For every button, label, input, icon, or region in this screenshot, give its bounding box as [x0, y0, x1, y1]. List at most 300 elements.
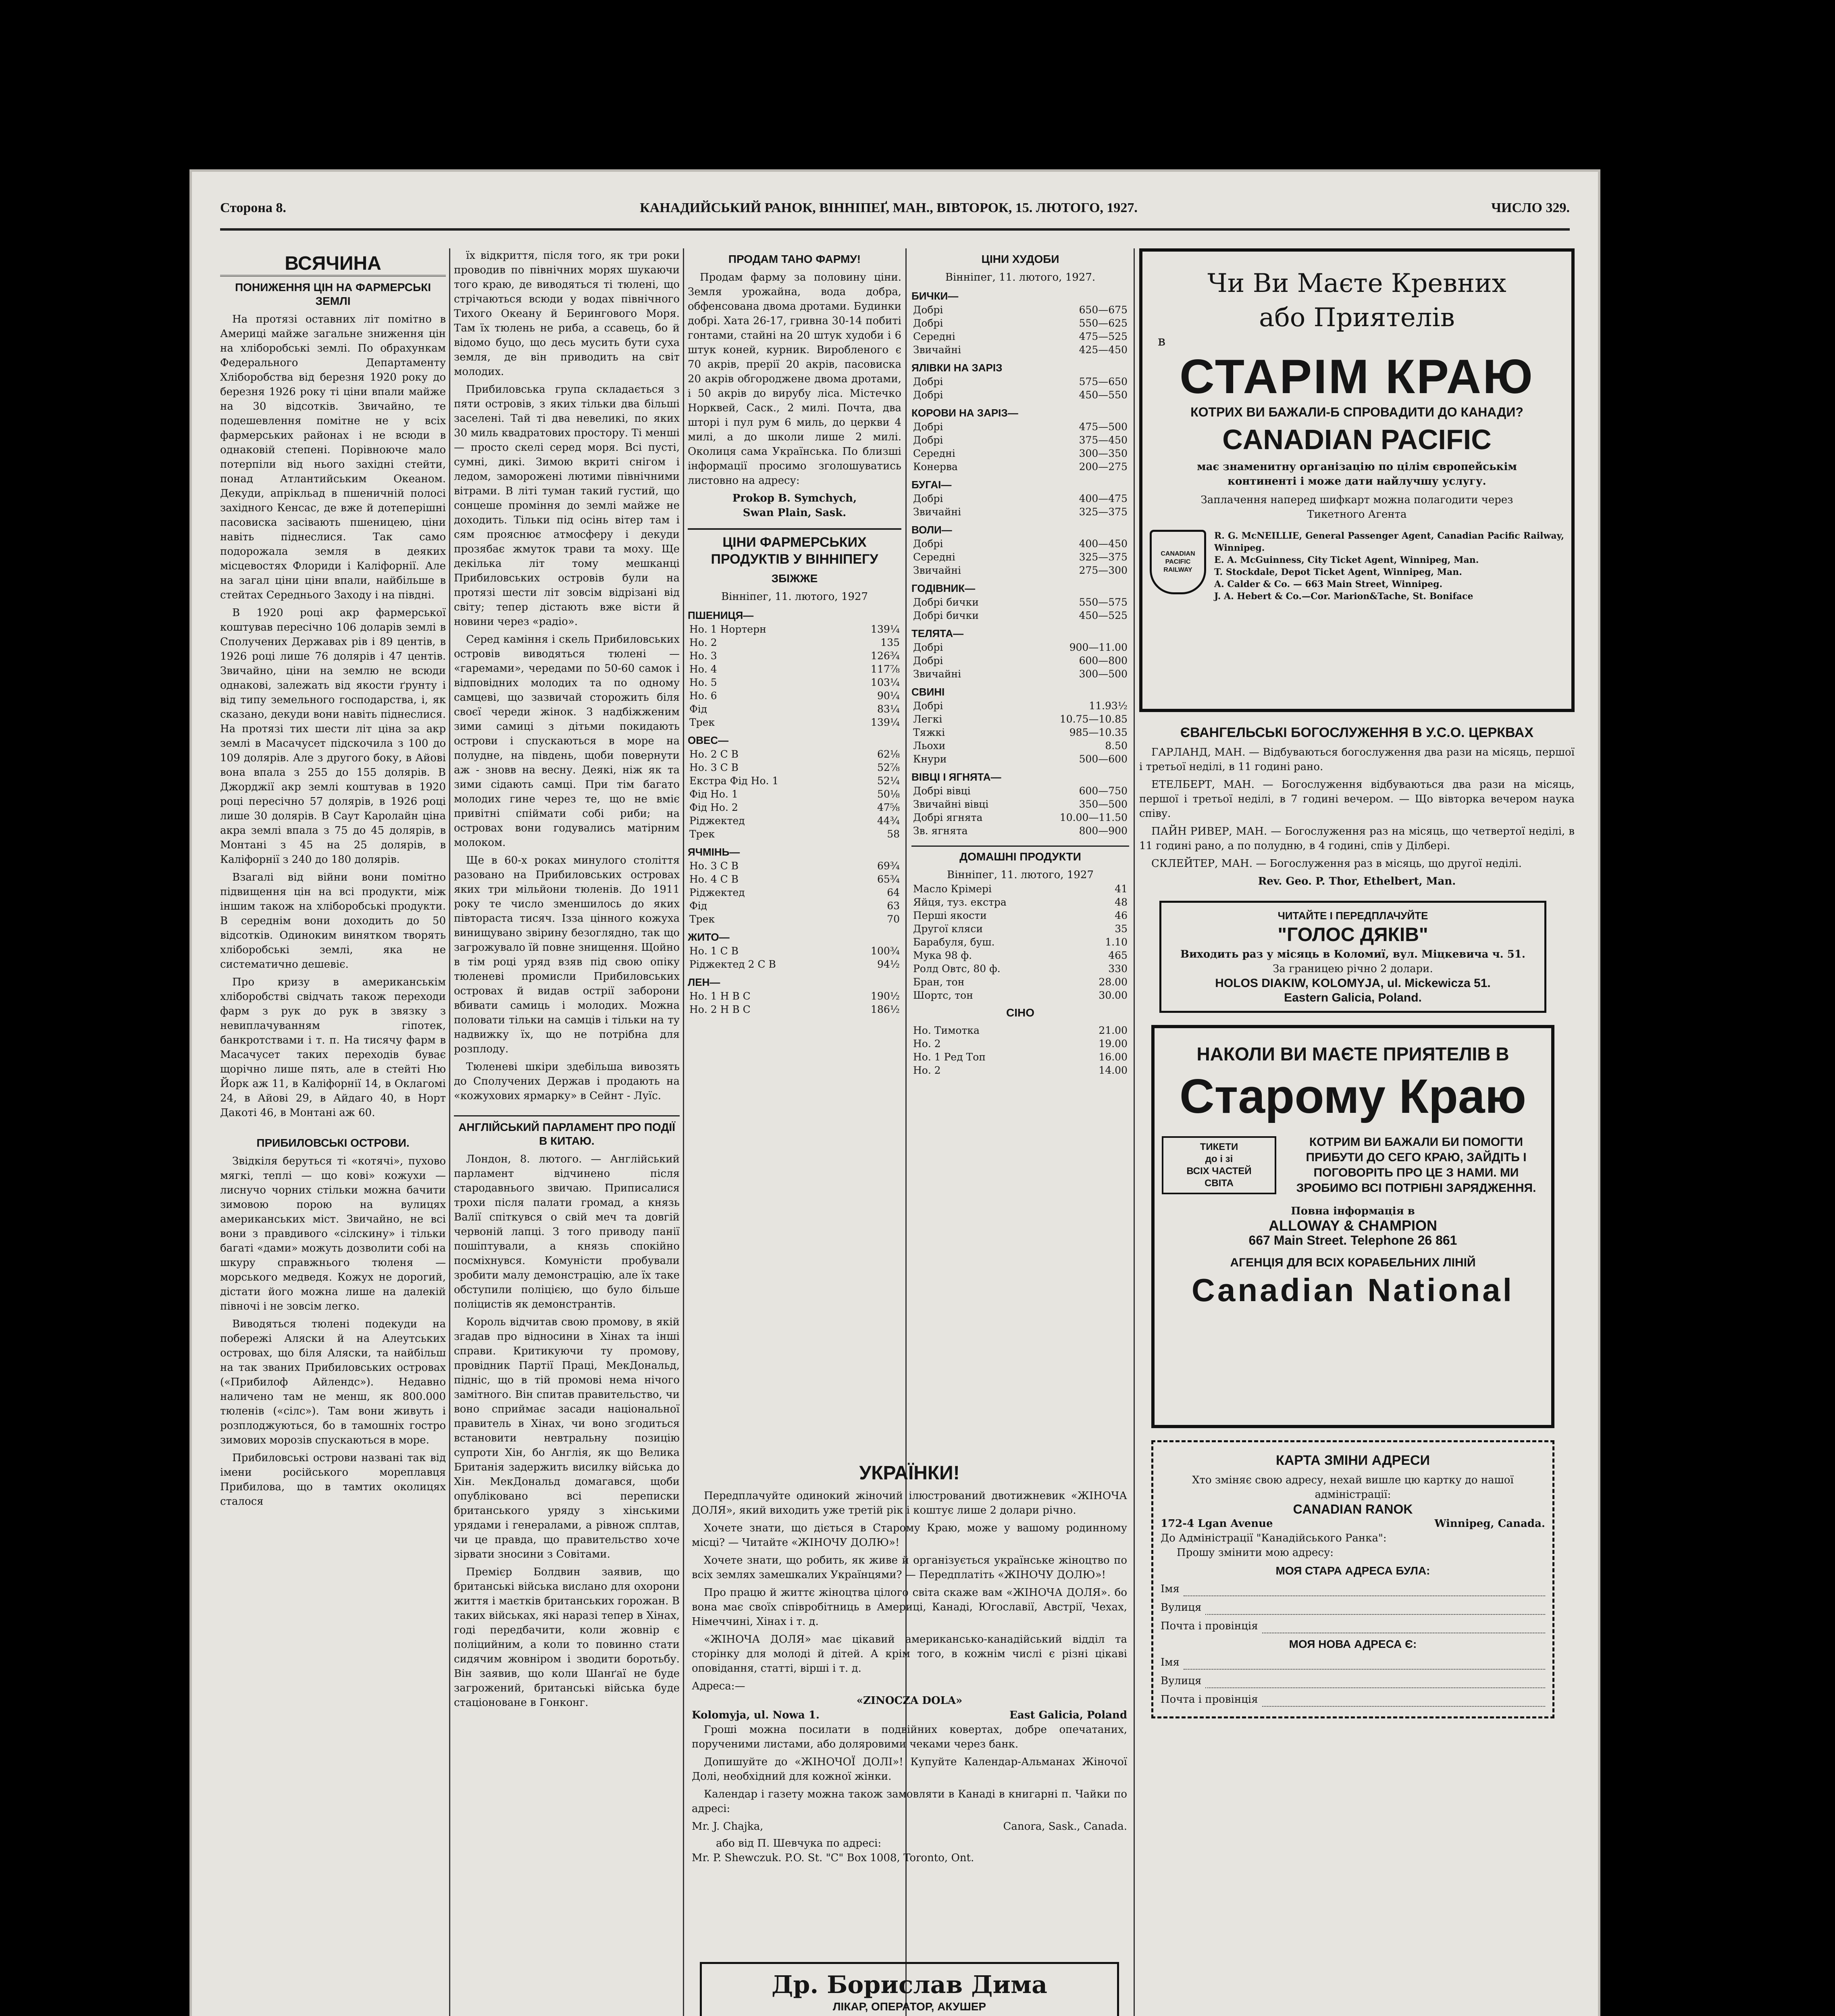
article-paragraph: Про кризу в американськім хліборобстві свідчать також переходи фарм з рук до рук в звязку з невиплачуванням гіпотек, банкротствами і т. п. На тисячу фарм в Масачусет таких переходів буває щорічно лише пять, але в стейті Ню Йорк аж 11, в Каліфорнії 14, в Оклагомі 24, в Айові 29, в Айдаго 40, в Норт Дакоті 46, в Монтані аж 60. — [220, 976, 446, 1119]
price-row — [911, 492, 1129, 505]
price-value: 65¾ — [877, 873, 900, 885]
article-paragraph: Прибиловські острови названі так від імени російського мореплавця Прибилова, що в тамтих околицях сталося — [220, 1452, 446, 1508]
price-table — [911, 420, 1129, 473]
ad-text: Передплачуйте одинокий жіночий ілюстрований двотижневик «ЖІНОЧА ДОЛЯ», який виходить уже третій рік і коштує лише 2 долари річно. — [692, 1490, 1127, 1516]
article-paragraph: Виводяться тюлені подекуди на побережі Аляски й на Алеутських островах, що біля Аляски, та найбільш на так званих Прибиловських островах («Прибилоф Айлендс»). Недавно наличено там не менш, як 800.000 тюленів («сілс»). Там вони живуть і розплоджуються, бо в тамошніх гостро зимових морозів спускаються в море. — [220, 1318, 446, 1446]
price-label: Добрі — [913, 641, 943, 653]
price-label: Добрі бички — [913, 596, 979, 608]
price-value: 550—625 — [1079, 317, 1128, 329]
article-paragraph: Лондон, 8. лютого. — Англійський парламент відчинено після стародавнього звичаю. Приписалися трохи після палати громад, а князь Валії спіткувся о свій меч та довгій червоній лапці. З того приводу панії пошіптували, а князь спокійно посміхнувся. Комуністи пробували зробити малу демонстрацію, але їх таке обступили поліцією, що було більше поліцистів як демонстрантів. — [454, 1153, 680, 1310]
tickets-box — [1162, 1136, 1276, 1194]
ad-address-name: «ZINOCZA DOLA» — [856, 1695, 963, 1707]
price-row — [688, 801, 901, 814]
price-category: ТЕЛЯТА— — [911, 627, 964, 639]
price-value: 19.00 — [1099, 1038, 1128, 1050]
article-paragraph: Премієр Болдвин заявив, що британські війська вислано для охорони життя і маєтків британських горожан. В таких військах, які наразі тепер в Хінах, годі передбачити, коли жовнір є поліцийним, а коли то повинно стати сидячим жовніром і зводити боротьбу. Він заявив, що коли Шанґаї не буде загрожений, британські війська буде стаціоноване в Гонконг. — [454, 1566, 680, 1709]
price-value: 325—375 — [1079, 551, 1128, 563]
price-value: 48 — [1115, 896, 1128, 908]
price-value: 41 — [1115, 883, 1128, 895]
cp-question: КОТРИХ ВИ БАЖАЛИ-Б СПРОВАДИТИ ДО КАНАДИ? — [1190, 405, 1523, 419]
price-label: Льохи — [913, 740, 946, 752]
card-city: Winnipeg, Canada. — [1434, 1518, 1545, 1530]
price-label: Добрі вівці — [913, 785, 971, 797]
new-address-heading: МОЯ НОВА АДРЕСА Є: — [1289, 1638, 1417, 1650]
price-label: Но. 6 — [689, 690, 717, 702]
agent-line: Mr. P. Shewczuk. P.O. St. "C" Box 1008, Toronto, Ont. — [692, 1852, 974, 1864]
price-value: 50⅛ — [877, 788, 900, 800]
article-paragraph: В 1920 році акр фармерської коштував пересічно 106 доларів землі в Сполучених Державах рів і 89 центів, в 1926 році лише 76 долярів і 47 центів. Звичайно, ціни на землю не всюди однакові, залежать від якости ґрунту і від типу земельного господарства, і, як сказано, декуди вони навіть піднеслися. На протязі тих шести літ ціна за акр землі в Масачусет підскочила з 100 до 109 долярів. Але з другого боку, в Айові вона впала з 255 до 155 долярів. В Джорджії акр землі коштував в 1920 році пересічно 57 долярів, в 1926 році лише 30 долярів. В Саут Каролайн ціна акра землі впала з 75 до 45 долярів, в Монтані з 45 на 25 долярів, в Каліфорнії з 240 до 180 долярів. — [220, 607, 446, 866]
cp-headline: або Приятелів — [1259, 303, 1455, 333]
price-label: Екстра Фід Но. 1 — [689, 775, 779, 787]
card-paper: CANADIAN RANOK — [1293, 1502, 1413, 1516]
church-services — [1139, 724, 1575, 889]
price-label: Мука 98 ф. — [913, 950, 972, 961]
page-number: Сторона 8. — [220, 200, 286, 215]
price-label: Звичайні — [913, 506, 961, 518]
cp-preposition: в — [1158, 333, 1166, 349]
price-row — [911, 962, 1129, 975]
price-row — [911, 935, 1129, 949]
ad-text: «ЖІНОЧА ДОЛЯ» має цікавий американсько-канадійський відділ та сторінку для молоді й дітей. А крім того, в кожнім числі є різні цікаві оповідання, статті, вірші і т. д. — [692, 1633, 1127, 1674]
cn-info: Повна інформація в — [1291, 1205, 1415, 1217]
price-category: ЯЧМІНЬ— — [688, 846, 740, 858]
ad-text: Хочете знати, що робить, як живе й організується українське жіноцтво по всіх землях замешкалих Українцями? — Передплатіть «ЖІНОЧУ ДОЛЮ»! — [692, 1554, 1127, 1581]
price-row — [911, 909, 1129, 922]
price-label: Но. 2 Н В С — [689, 1004, 751, 1015]
price-category: ГОДІВНИК— — [911, 582, 976, 594]
price-category: ЯЛІВКИ НА ЗАРІЗ — [911, 362, 1003, 374]
price-label: Добрі — [913, 389, 943, 401]
price-row — [911, 667, 1129, 681]
price-row — [688, 886, 901, 899]
price-row — [911, 596, 1129, 609]
price-label: Перші якости — [913, 910, 987, 921]
price-row — [688, 774, 901, 787]
column-3 — [688, 248, 901, 1445]
price-value: 200—275 — [1079, 461, 1128, 473]
price-label: Добрі — [913, 434, 943, 446]
price-label: Фід Но. 1 — [689, 788, 738, 800]
price-value: 650—675 — [1079, 304, 1128, 316]
price-value: 300—350 — [1079, 448, 1128, 459]
price-label: Но. 2 — [689, 637, 717, 648]
ticket-line: ТИКЕТИ — [1200, 1141, 1238, 1152]
price-label: Трек — [689, 716, 715, 728]
price-category: ЖИТО— — [688, 931, 730, 943]
price-row — [911, 896, 1129, 909]
home-products-date: Вінніпег, 11. лютого, 1927 — [947, 869, 1094, 881]
column-5 — [1139, 248, 1575, 2016]
price-row — [688, 649, 901, 662]
price-table — [911, 1024, 1129, 1077]
price-label: Конерва — [913, 461, 958, 473]
service-entry: ГАРЛАНД, МАН. — Відбуваються богослуження два рази на місяць, першої і третьої неділі, в 11 годині рано. — [1139, 746, 1575, 773]
price-row — [911, 564, 1129, 577]
price-value: 139¼ — [871, 716, 900, 728]
price-label: Середні — [913, 331, 955, 342]
price-value: 375—450 — [1079, 434, 1128, 446]
price-label: Добрі — [913, 655, 943, 666]
card-intro: Хто зміняє свою адресу, нехай вишле цю картку до нашої адміністрації: — [1192, 1474, 1514, 1501]
price-value: 400—475 — [1079, 493, 1128, 504]
price-row — [911, 949, 1129, 962]
article-paragraph: Ще в 60-х роках минулого століття разовано на Прибиловських островах яких три мільйони тюленів. До 1911 року те число зменшилось до яких півторастa тисяч. Ізза цінного кожуха винищувано звірину безоглядно, так що загрожувало їй повне знищення. Щойно в тім році уряд взяв під свою опіку тюленеві промисли Прибиловських островах й видав острії заборони вбивати самиць і молодих. Можна половати тільки на самців і тільки на ту надвижку їх, що не потрібна для розплоду. — [454, 854, 680, 1055]
price-row — [911, 975, 1129, 989]
service-entry: ЕТЕЛБЕРТ, МАН. — Богослуження відбуваються два рази на місяць, першої і третьої неділі, в 7 годині вечером. — Що вівторка вечером наука співу. — [1139, 779, 1575, 820]
price-row — [911, 1064, 1129, 1077]
new-name-field[interactable] — [1161, 1655, 1545, 1670]
doctor-ad — [700, 1962, 1119, 2016]
price-label: Добрі — [913, 538, 943, 550]
price-row — [911, 1037, 1129, 1050]
price-row — [911, 433, 1129, 447]
classified-title: ПРОДАМ ТАНО ФАРМУ! — [728, 253, 861, 265]
article-paragraph: Прибиловська група складається з пяти островів, з яких тільки два більші заселені. Тай ті два невеликі, по яких 30 миль квадратових простору. Ті менші — просто скелі серед моря. Всі пусті, сумні, дикі. Зимою вкриті снігом і ледом, заморожені лютими північними вітрами. В літі туман такий густий, що сонцеше проміння до землі майже не доходить. Тільки під осінь вітер там і сям прояснює атмосферу і декуди прозябає жмуток трави та моху. Ще декілька літ тому мешканці Прибиловських островів були на протязі шести літ зовсім відрізані від світу; тепер дістають вже вісти й новини через «радіо». — [454, 383, 680, 628]
price-label: Но. 1 Ред Топ — [913, 1051, 986, 1063]
price-row — [688, 899, 901, 912]
ad-title: УКРАЇНКИ! — [859, 1462, 960, 1484]
article-paragraph: На протязі оставних літ помітно в Америці майже загальне зниження цін на хліборобські землі. По обрахункам Федерального Департаменту Хліборобства від березня 1920 року до березня 1926 року ті ціни впали майже на 30 відсотків. Звичайно, те подешевлення помітне не у всіх фармерських районах і не всюди в однаковій степені. Порівноюче мало потерпіли від нього західні стейти, понад Атлантийським Океаном. Декуди, апрікльад в пшеничній полосі західного Кенсас, де вже й дотеперішні пасовиска засівають пшеницею, ціни навіть піднеслися. Так само подорожала земля в деяких місцевостях Флориди і Каліфорнії. Але на загал ціни ціни впали, найбільше в стейтах Середнього Заходу і на півдні. — [220, 313, 446, 601]
price-value: 94½ — [877, 958, 900, 970]
price-label: Добрі — [913, 421, 943, 433]
price-label: Середні — [913, 448, 955, 459]
price-label: Но. 2 С В — [689, 748, 739, 760]
price-label: Легкі — [913, 713, 942, 725]
field-label: Імя — [1161, 1583, 1180, 1595]
field-label: Імя — [1161, 1656, 1180, 1668]
hay-title: СІНО — [1006, 1006, 1034, 1019]
price-row — [688, 716, 901, 729]
price-table — [688, 944, 901, 971]
cp-agent: R. G. McNEILLIE, General Passenger Agent, Canadian Pacific Railway, Winnipeg. — [1214, 531, 1564, 553]
agent-intro: або від П. Шевчука по адресі: — [716, 1837, 882, 1849]
price-row — [911, 654, 1129, 667]
cp-agents — [1150, 530, 1564, 602]
livestock-date: Вінніпег, 11. лютого, 1927. — [945, 271, 1096, 283]
card-admin-address — [1161, 1516, 1545, 1531]
price-row — [688, 636, 901, 649]
price-value: 62⅛ — [877, 748, 900, 760]
holos-line: За границею річно 2 долари. — [1273, 963, 1433, 975]
price-value: 575—650 — [1079, 376, 1128, 387]
price-value: 1.10 — [1105, 936, 1128, 948]
cp-agent-list — [1214, 530, 1564, 602]
price-label: Добрі ягнята — [913, 812, 983, 823]
cp-description: має знаменитну організацію по цілім європейськім континенті і може дати найлучшу услугу. — [1197, 461, 1517, 487]
price-row — [911, 505, 1129, 519]
price-table — [688, 989, 901, 1016]
price-label: Середні — [913, 551, 955, 563]
masthead — [220, 188, 1570, 231]
price-row — [911, 641, 1129, 654]
holos-address: Eastern Galicia, Poland. — [1284, 991, 1422, 1004]
price-category: КОРОВИ НА ЗАРІЗ— — [911, 407, 1018, 419]
ad-text: Календар і газету можна також замовляти в Канаді в книгарні п. Чайки по адресі: — [692, 1788, 1127, 1815]
price-label: Добрі — [913, 317, 943, 329]
new-post-field[interactable] — [1161, 1692, 1545, 1707]
price-label: Масло Крімері — [913, 883, 992, 895]
price-value: 135 — [880, 637, 900, 648]
price-label: Фід Но. 2 — [689, 802, 738, 813]
holos-diakiw-ad — [1159, 901, 1546, 1013]
column-4 — [911, 248, 1129, 1445]
price-value: 450—550 — [1079, 389, 1128, 401]
price-label: Но. 1 Нортерн — [689, 623, 766, 635]
column-rule — [683, 248, 684, 2016]
address-change-card — [1151, 1440, 1554, 1718]
price-row — [911, 303, 1129, 317]
field-label: Почта і провінція — [1161, 1620, 1258, 1632]
price-value: 8.50 — [1105, 740, 1128, 752]
price-value: 10.75—10.85 — [1059, 713, 1128, 725]
livestock-prices — [911, 289, 1129, 837]
price-value: 126¾ — [871, 650, 900, 662]
cp-agent: E. A. McGuinness, City Ticket Agent, Winnipeg, Man. — [1214, 555, 1479, 565]
price-row — [911, 447, 1129, 460]
price-value: 11.93½ — [1089, 700, 1128, 712]
price-value: 52⅞ — [877, 762, 900, 773]
card-to-admin: До Адміністрації "Канадійського Ранка": — [1161, 1532, 1387, 1544]
price-label: Ролд Овтс, 80 ф. — [913, 963, 1001, 975]
agent-city: Canora, Sask., Canada. — [1003, 1820, 1127, 1833]
price-row — [911, 726, 1129, 739]
price-value: 58 — [887, 828, 900, 840]
price-label: Звичайні — [913, 564, 961, 576]
service-entry: ПАЙН РИВЕР, МАН. — Богослуження раз на місяць, що четвертої неділі, в 11 годині рано, а по полудню, в 4 годині, спів у Ділбері. — [1139, 825, 1575, 852]
ad-text: Про працю й життє жіноцтва цілого світа скаже вам «ЖІНОЧА ДОЛЯ». бо вона має своїх співробітниць в Америці, Канаді, Югославії, Австрії, Чехах, Німеччині, Хінах і т. д. — [692, 1587, 1127, 1628]
prices-date: Вінніпег, 11. лютого, 1927 — [721, 591, 868, 603]
price-category: БИЧКИ— — [911, 290, 959, 302]
price-row — [911, 343, 1129, 356]
price-value: 46 — [1115, 910, 1128, 921]
prices-subtitle: ЗБІЖЖЕ — [771, 572, 818, 585]
card-request: Прошу змінити мою адресу: — [1177, 1547, 1334, 1559]
price-label: Добрі — [913, 304, 943, 316]
price-value: 83¼ — [877, 703, 900, 715]
field-label: Вулиця — [1161, 1602, 1202, 1614]
price-label: Барабуля, буш. — [913, 936, 995, 948]
price-label: Но. 4 — [689, 663, 717, 675]
price-value: 44¾ — [877, 815, 900, 827]
price-label: Но. 2 — [913, 1038, 941, 1050]
price-label: Ріджектед — [689, 887, 745, 898]
price-value: 70 — [887, 913, 900, 925]
price-value: 14.00 — [1099, 1064, 1128, 1076]
price-value: 550—575 — [1079, 596, 1128, 608]
price-row — [688, 912, 901, 926]
price-row — [688, 859, 901, 873]
price-value: 300—500 — [1079, 668, 1128, 680]
price-value: 90¼ — [877, 690, 900, 702]
price-label: Добрі — [913, 376, 943, 387]
price-label: Но. 1 Н В С — [689, 990, 751, 1002]
price-category: ВОЛИ— — [911, 524, 952, 536]
price-label: Тяжкі — [913, 727, 945, 738]
price-label: Но. 1 С В — [689, 945, 739, 957]
price-label: Но. 3 — [689, 650, 717, 662]
price-value: 325—375 — [1079, 506, 1128, 518]
price-value: 275—300 — [1079, 564, 1128, 576]
price-label: Звичайні — [913, 668, 961, 680]
price-label: Ріджектед 2 С В — [689, 958, 776, 970]
cn-title: Старому Краю — [1179, 1069, 1527, 1123]
price-row — [688, 676, 901, 689]
ad-address-city: Kolomyja, ul. Nowa 1. — [692, 1709, 820, 1721]
price-row — [688, 702, 901, 716]
cp-agent: A. Calder & Co. — 663 Main Street, Winnipeg. — [1214, 579, 1443, 589]
cn-address: 667 Main Street. Telephone 26 861 — [1248, 1233, 1457, 1248]
ad-address-country: East Galicia, Poland — [1009, 1709, 1127, 1721]
ticket-line: до і зі — [1205, 1154, 1233, 1164]
price-label: Но. 4 С В — [689, 873, 739, 885]
prices-title: ЦІНИ ФАРМЕРСЬКИХ ПРОДУКТІВ У ВІННІПЕГУ — [688, 528, 901, 568]
price-value: 900—11.00 — [1069, 641, 1128, 653]
article-title: ПОНИЖЕННЯ ЦІН НА ФАРМЕРСЬКІ ЗЕМЛІ — [235, 281, 431, 307]
price-row — [688, 623, 901, 636]
price-value: 28.00 — [1099, 976, 1128, 988]
price-value: 16.00 — [1099, 1051, 1128, 1063]
price-label: Звичайні — [913, 344, 961, 356]
price-row — [911, 882, 1129, 896]
cp-headline: Чи Ви Маєте Кревних — [1207, 269, 1506, 298]
classified-text: Продам фарму за половину ціни. Земля урожайна, вода добра, обфенсована двома дротами. Будинки добрі. Хата 26-17, гривна 30-14 побиті гонтами, стайні на 20 штук худоби і 6 штук коней, курник. Виробленого є 70 акрів, прерії 20 акрів, пасовиска 20 акрів обгороджене двома дротами, і 50 акрів до вирубу ліса. Містечко Норквей, Саск., 2 милі. Почта, два шторі і пул рум 6 миль, до церкви 4 милі, а до школи лише 2 милі. Околиця сама Українська. По близші інформації просимо зголошуватись листовно на адресу: — [688, 271, 901, 487]
price-value: 139¼ — [871, 623, 900, 635]
price-label: Добрі бички — [913, 610, 979, 621]
services-title: ЄВАНГЕЛЬСЬКІ БОГОСЛУЖЕННЯ В У.С.О. ЦЕРКВАХ — [1180, 725, 1534, 740]
card-title: КАРТА ЗМІНИ АДРЕСИ — [1275, 1453, 1430, 1468]
price-label: Но. 2 — [913, 1064, 941, 1076]
price-row — [688, 944, 901, 958]
masthead-title: КАНАДИЙСЬКИЙ РАНОК, ВІННІПЕҐ, МАН., ВІВТОРОК, 15. ЛЮТОГО, 1927. — [640, 200, 1138, 215]
old-street-field[interactable] — [1161, 1600, 1545, 1615]
livestock-title: ЦІНИ ХУДОБИ — [981, 253, 1059, 265]
price-table — [911, 492, 1129, 519]
services-signature: Rev. Geo. P. Thor, Ethelbert, Man. — [1258, 875, 1456, 887]
price-row — [911, 989, 1129, 1002]
agent-name: Mr. J. Chajka, — [692, 1820, 764, 1833]
price-row — [688, 958, 901, 971]
price-row — [911, 752, 1129, 766]
price-row — [688, 662, 901, 676]
price-category: ЛЕН— — [688, 976, 720, 988]
price-value: 800—900 — [1079, 825, 1128, 837]
section-title: ВСЯЧИНА — [220, 252, 446, 277]
cp-company: CANADIAN PACIFIC — [1222, 424, 1492, 455]
price-row — [688, 873, 901, 886]
issue-number: ЧИСЛО 329. — [1491, 200, 1570, 215]
price-value: 63 — [887, 900, 900, 912]
price-value: 425—450 — [1079, 344, 1128, 356]
article-paragraph: Тюленеві шкіри здебільша вивозять до Сполучених Держав і продають на «кожухових ярмарку» в Сейнт - Луїс. — [454, 1061, 680, 1102]
price-table — [911, 375, 1129, 402]
price-label: Фід — [689, 703, 707, 715]
price-table — [688, 748, 901, 841]
price-table — [911, 784, 1129, 837]
cp-agent: T. Stockdale, Depot Ticket Agent, Winnipeg, Man. — [1214, 567, 1462, 577]
price-label: Фід — [689, 900, 707, 912]
price-label: Звичайні вівці — [913, 798, 989, 810]
old-post-field[interactable] — [1161, 1619, 1545, 1633]
price-value: 600—800 — [1079, 655, 1128, 666]
new-street-field[interactable] — [1161, 1674, 1545, 1688]
price-row — [911, 550, 1129, 564]
price-value: 47⅝ — [877, 802, 900, 813]
holos-name: "ГОЛОС ДЯКІВ" — [1277, 924, 1428, 946]
price-table — [688, 859, 901, 926]
article-paragraph: Звідкіля беруться ті «котячі», пухово мягкі, теплі — що кові» кожухи — лиснучо чорних стільки можна бачити зимовою порою на вулицях американських міст. Звичайно, не всі вони з правдивого «сілскину» і тільки багаті «дами» можуть дозволити собі на шкуру справжнього тюленя — морського медведя. Кожух не дорогий, дістати його можна лише на далекій півночі і не зовсім легко. — [220, 1155, 446, 1312]
price-row — [911, 375, 1129, 388]
price-value: 465 — [1108, 950, 1128, 961]
price-row — [911, 784, 1129, 798]
newspaper-page — [189, 169, 1600, 2016]
price-label: Яйця, туз. екстра — [913, 896, 1007, 908]
article-paragraph: Взагалі від війни вони помітно підвищення цін на всі продукти, між іншим також на хліборобські продукти. В середнім вони доходить до 50 відсотків. Одиноким винятком творять хліборобські землі, яка не систематично дешевіє. — [220, 871, 446, 971]
price-value: 475—525 — [1079, 331, 1128, 342]
holos-address: HOLOS DIAKIW, KOLOMYJA, ul. Mickewicza 51. — [1215, 977, 1491, 990]
price-value: 330 — [1108, 963, 1128, 975]
price-value: 64 — [887, 887, 900, 898]
price-row — [911, 712, 1129, 726]
price-row — [911, 798, 1129, 811]
home-products-title: ДОМАШНІ ПРОДУКТИ — [911, 846, 1129, 864]
price-value: 103¼ — [871, 677, 900, 688]
old-name-field[interactable] — [1161, 1582, 1545, 1596]
price-row — [911, 1050, 1129, 1064]
price-row — [911, 388, 1129, 402]
price-label: Другої кляси — [913, 923, 983, 935]
price-label: Но. 3 С В — [689, 762, 739, 773]
ad-address-label: Адреса:— — [692, 1680, 745, 1692]
field-label: Почта і провінція — [1161, 1693, 1258, 1706]
price-row — [911, 317, 1129, 330]
price-label: Но. Тимотка — [913, 1025, 980, 1036]
price-row — [911, 537, 1129, 550]
cn-agency: АГЕНЦІЯ ДЛЯ ВСІХ КОРАБЕЛЬНИХ ЛІНІЙ — [1230, 1256, 1476, 1269]
price-row — [688, 761, 901, 774]
canadian-pacific-ad — [1139, 248, 1575, 712]
doctor-name: Др. Борислав Дима — [772, 1971, 1047, 1999]
cn-offer: КОТРИМ ВИ БАЖАЛИ БИ ПОМОГТИ ПРИБУТИ ДО СЕГО КРАЮ, ЗАЙДІТЬ І ПОГОВОРІТЬ ПРО ЦЕ З НАМИ. МИ ЗРОБИМО ВСІ ПОТРІБНІ ЗАРЯДЖЕННЯ. — [1296, 1135, 1536, 1195]
price-value: 600—750 — [1079, 785, 1128, 797]
price-row — [911, 922, 1129, 935]
ad-text: Хочете знати, що діється в Старому Краю, може у вашому родинному місці? — Читайте «ЖІНОЧУ ДОЛЮ»! — [692, 1522, 1127, 1549]
classified-signature: Swan Plain, Sask. — [743, 507, 847, 519]
price-label: Бран, тон — [913, 976, 965, 988]
cn-company: Canadian National — [1192, 1272, 1514, 1308]
price-category: СВИНІ — [911, 686, 945, 698]
article-paragraph: Серед каміння і скель Прибиловських островів виводяться тюлені — «гаремами», чередами по 50-60 самок і відповідних молодих та по одному самцеві, що зазвичай сторожить біля своєї череди жінок. З надбіжженим зими самиці з дітьми покидають острови і спускаються в море на полудне, на південь, щоби повернути аж - зновв на весну. Деякі, ніж як та зими сідають самці. При тім багато молодих гине через те, що не вміє привітні спіймати собі риби; на островах вони годувались матірним молоком. — [454, 633, 680, 849]
price-row — [911, 739, 1129, 752]
price-label: Но. 3 С В — [689, 860, 739, 872]
price-label: Кнури — [913, 753, 947, 765]
price-value: 500—600 — [1079, 753, 1128, 765]
price-label: Зв. ягнята — [913, 825, 968, 837]
price-value: 400—450 — [1079, 538, 1128, 550]
price-row — [688, 748, 901, 761]
price-value: 35 — [1115, 923, 1128, 935]
price-table — [911, 596, 1129, 622]
article-paragraph: їх відкриття, після того, як три роки проводив по північних морях шукаючи того краю, де виводяться ті тюлені, що стрічаються всюди у водах північного Тихого Океану й Берингового Моря. Там їх тюлень не риба, а ссавець, бо й відомо буцо, що десь мусить бути суха земля, де він приводить на світ молодих. — [454, 250, 680, 378]
card-street: 172-4 Lgan Avenue — [1161, 1518, 1273, 1530]
service-entry: СКЛЕЙТЕР, МАН. — Богослуження раз в місяць, що другої неділі. — [1151, 858, 1522, 870]
price-value: 450—525 — [1079, 610, 1128, 621]
price-value: 30.00 — [1099, 989, 1128, 1001]
canadian-national-ad — [1151, 1025, 1554, 1428]
cn-agent: ALLOWAY & CHAMPION — [1268, 1217, 1438, 1234]
article-title: АНГЛІЙСЬКИЙ ПАРЛАМЕНТ ПРО ПОДІЇ В КИТАЮ. — [454, 1115, 680, 1148]
price-value: 69¾ — [877, 860, 900, 872]
price-row — [911, 699, 1129, 712]
